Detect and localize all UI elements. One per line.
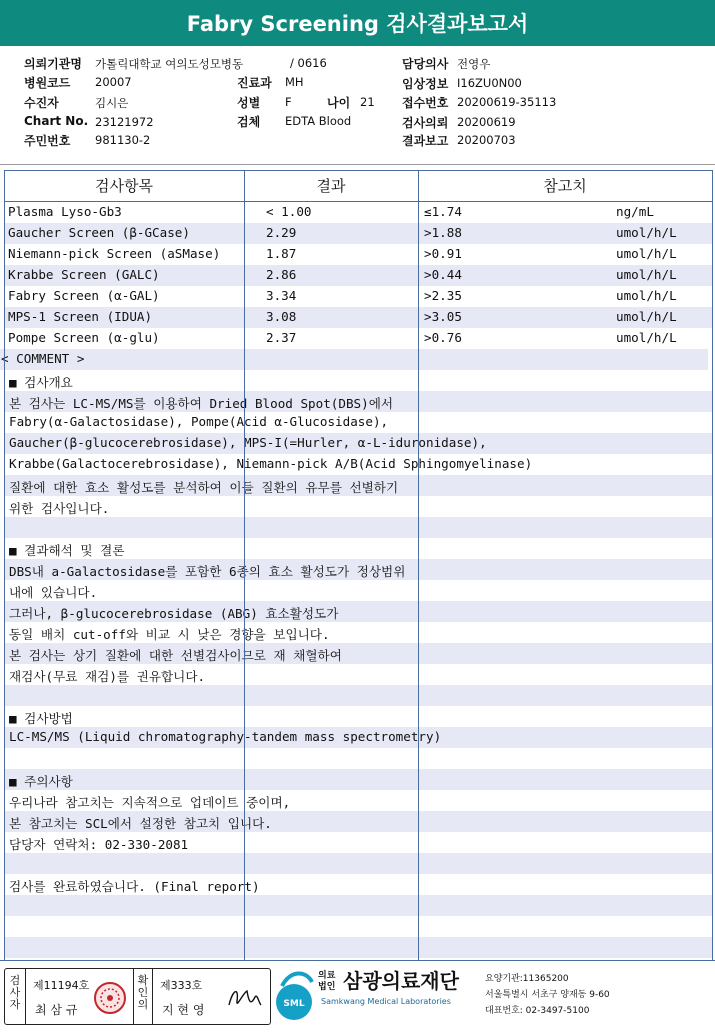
cell-result: 3.34	[266, 288, 297, 303]
table-row	[4, 307, 712, 328]
divider	[25, 969, 26, 1024]
comment-text: Krabbe(Galactocerebrosidase), Niemann-pick A/B(Acid Sphingomyelinase)	[9, 456, 533, 471]
signature-box	[4, 968, 271, 1025]
request-label: 검사의뢰	[402, 116, 449, 130]
report-date-label: 결과보고	[402, 134, 449, 148]
comment-text: Fabry(α-Galactosidase), Pompe(Acid α-Glucosidase),	[9, 414, 389, 429]
hospital-code-label: 병원코드	[24, 76, 71, 90]
org-prefix: 의료법인	[318, 971, 336, 992]
comment-text: 내에 있습니다.	[9, 585, 98, 600]
col-border-right	[712, 170, 713, 960]
cell-unit: umol/h/L	[616, 267, 677, 282]
comment-line	[4, 370, 712, 391]
comment-text: 본 검사는 상기 질환에 대한 선별검사이므로 재 채혈하여	[9, 648, 342, 663]
confirmer-name: 지 현 영	[162, 1003, 205, 1017]
comment-text: ■ 검사방법	[9, 711, 73, 726]
sml-logo-icon	[272, 968, 318, 1024]
institution-label: 의뢰기관명	[24, 57, 82, 71]
cell-unit: ng/mL	[616, 204, 654, 219]
cell-test-item: Plasma Lyso-Gb3	[8, 204, 122, 219]
comment-line	[4, 580, 712, 601]
org-phone: 대표번호: 02-3497-5100	[485, 1006, 590, 1016]
report-title: Fabry Screening 검사결과보고서	[0, 0, 715, 46]
clinical-value: I16ZU0N00	[457, 76, 522, 90]
cell-unit: umol/h/L	[616, 288, 677, 303]
comment-text: LC-MS/MS (Liquid chromatography-tandem mass spectrometry)	[9, 729, 442, 744]
institution-code: / 0616	[290, 56, 327, 70]
comment-text: ■ 검사개요	[9, 375, 73, 390]
org-name: 삼광의료재단	[343, 969, 459, 993]
age-value: 21	[360, 95, 375, 109]
cell-unit: umol/h/L	[616, 330, 677, 345]
comment-line	[4, 790, 712, 811]
inspector-name: 최 삼 규	[35, 1003, 78, 1017]
cell-result: < 1.00	[266, 204, 312, 219]
comment-line	[4, 517, 712, 538]
comment-line	[4, 643, 712, 664]
resident-value: 981130-2	[95, 133, 151, 147]
svg-text:SML: SML	[283, 999, 305, 1009]
inspector-no: 제11194호	[33, 979, 90, 992]
comment-line	[4, 895, 712, 916]
comment-text: ■ 주의사항	[9, 774, 73, 789]
comment-line	[4, 538, 712, 559]
age-label: 나이	[327, 96, 351, 110]
request-value: 20200619	[457, 115, 516, 129]
cell-result: 3.08	[266, 309, 297, 324]
comment-line	[4, 496, 712, 517]
col-border-left	[4, 170, 5, 960]
report-date-value: 20200703	[457, 133, 516, 147]
comment-text: 재검사(무료 재검)를 권유합니다.	[9, 669, 206, 684]
comment-line	[4, 475, 712, 496]
cell-reference: >1.88	[424, 225, 462, 240]
comment-line	[4, 391, 712, 412]
comment-line	[4, 664, 712, 685]
comment-line	[4, 874, 712, 895]
comment-line	[4, 916, 712, 937]
sex-value: F	[285, 95, 292, 109]
comment-line	[4, 748, 712, 769]
comment-line	[4, 727, 712, 748]
signature-icon	[225, 983, 263, 1013]
comment-line	[4, 601, 712, 622]
header-item: 검사항목	[95, 177, 153, 195]
comment-line	[4, 685, 712, 706]
comment-text: ■ 결과해석 및 결론	[9, 543, 125, 558]
cell-reference: >0.76	[424, 330, 462, 345]
comment-line	[4, 454, 712, 475]
table-row	[4, 223, 712, 244]
doctor-value: 전영우	[457, 57, 491, 71]
dept-label: 진료과	[237, 76, 272, 90]
cell-result: 1.87	[266, 246, 297, 261]
specimen-label: 검체	[237, 115, 261, 129]
comment-line	[4, 811, 712, 832]
cell-result: 2.86	[266, 267, 297, 282]
col-border-2	[418, 170, 419, 960]
cell-test-item: Krabbe Screen (GALC)	[8, 267, 160, 282]
inspector-label: 검사자	[9, 974, 21, 1011]
footer	[0, 962, 715, 1033]
comment-text: 질환에 대한 효소 활성도를 분석하여 이들 질환의 유무를 선별하기	[9, 480, 399, 495]
resident-label: 주민번호	[24, 134, 71, 148]
cell-unit: umol/h/L	[616, 246, 677, 261]
comment-text: 동일 배치 cut-off와 비교 시 낮은 경향을 보입니다.	[9, 627, 330, 642]
cell-unit: umol/h/L	[616, 309, 677, 324]
table-row	[4, 244, 712, 265]
comment-line	[4, 706, 712, 727]
cell-reference: >0.44	[424, 267, 462, 282]
comment-line	[4, 412, 712, 433]
table-row	[4, 265, 712, 286]
comment-text: < COMMENT >	[1, 351, 85, 366]
col-border-1	[244, 170, 245, 960]
comment-text: 그러나, β-glucocerebrosidase (ABG) 효소활성도가	[9, 606, 339, 621]
cell-reference: >2.35	[424, 288, 462, 303]
dept-value: MH	[285, 75, 304, 89]
confirmer-label: 확인의	[137, 974, 149, 1011]
comment-text: 우리나라 참고치는 지속적으로 업데이트 중이며,	[9, 795, 291, 810]
comment-text: DBS내 a-Galactosidase를 포함한 6종의 효소 활성도가 정상범위	[9, 564, 406, 579]
org-code: 요양기관:11365200	[485, 974, 569, 984]
cell-test-item: Gaucher Screen (β-GCase)	[8, 225, 190, 240]
cell-test-item: Fabry Screen (α-GAL)	[8, 288, 160, 303]
comment-line	[4, 559, 712, 580]
receipt-label: 접수번호	[402, 96, 449, 110]
cell-result: 2.29	[266, 225, 297, 240]
hospital-code-value: 20007	[95, 75, 132, 89]
cell-reference: ≤1.74	[424, 204, 462, 219]
cell-reference: >3.05	[424, 309, 462, 324]
specimen-value: EDTA Blood	[285, 114, 352, 128]
divider	[133, 969, 134, 1024]
org-english-name: Samkwang Medical Laboratories	[321, 997, 451, 1006]
cell-test-item: Niemann-pick Screen (aSMase)	[8, 246, 221, 261]
seal-stamp-icon	[93, 981, 127, 1015]
divider	[152, 969, 153, 1024]
sex-label: 성별	[237, 96, 261, 110]
comment-line	[4, 433, 712, 454]
collector-value: 김시은	[95, 96, 129, 110]
chart-value: 23121972	[95, 115, 154, 129]
header-result: 결과	[316, 177, 346, 195]
comment-line	[4, 769, 712, 790]
chart-label: Chart No.	[24, 114, 89, 128]
header-reference: 참고치	[543, 177, 587, 195]
cell-test-item: MPS-1 Screen (IDUA)	[8, 309, 153, 324]
clinical-label: 임상정보	[402, 77, 449, 91]
table-row	[4, 202, 712, 223]
comment-line	[4, 937, 712, 958]
comment-line	[4, 622, 712, 643]
cell-unit: umol/h/L	[616, 225, 677, 240]
comment-text: Gaucher(β-glucocerebrosidase), MPS-I(=Hurler, α-L-iduronidase),	[9, 435, 487, 450]
comment-text: 본 참고치는 SCL에서 설정한 참고치 입니다.	[9, 816, 272, 831]
receipt-value: 20200619-35113	[457, 95, 557, 109]
doctor-label: 담당의사	[402, 57, 449, 71]
cell-reference: >0.91	[424, 246, 462, 261]
comment-line	[4, 832, 712, 853]
comment-text: 담당자 연락처: 02-330-2081	[9, 837, 189, 852]
table-row	[4, 286, 712, 307]
comment-line	[0, 349, 708, 370]
table-bottom-border	[0, 960, 715, 961]
confirmer-no: 제333호	[160, 979, 203, 992]
org-address: 서울특별시 서초구 양재동 9-60	[485, 990, 610, 1000]
info-divider	[0, 164, 715, 165]
cell-result: 2.37	[266, 330, 297, 345]
comment-text: 검사를 완료하였습니다. (Final report)	[9, 879, 260, 894]
collector-label: 수진자	[24, 96, 59, 110]
comment-text: 본 검사는 LC-MS/MS를 이용하여 Dried Blood Spot(DBS)에서	[9, 396, 394, 411]
table-row	[4, 328, 712, 349]
cell-test-item: Pompe Screen (α-glu)	[8, 330, 160, 345]
institution-value: 가톨릭대학교 여의도성모병동	[95, 57, 244, 71]
comment-line	[4, 853, 712, 874]
comment-text: 위한 검사입니다.	[9, 501, 110, 516]
